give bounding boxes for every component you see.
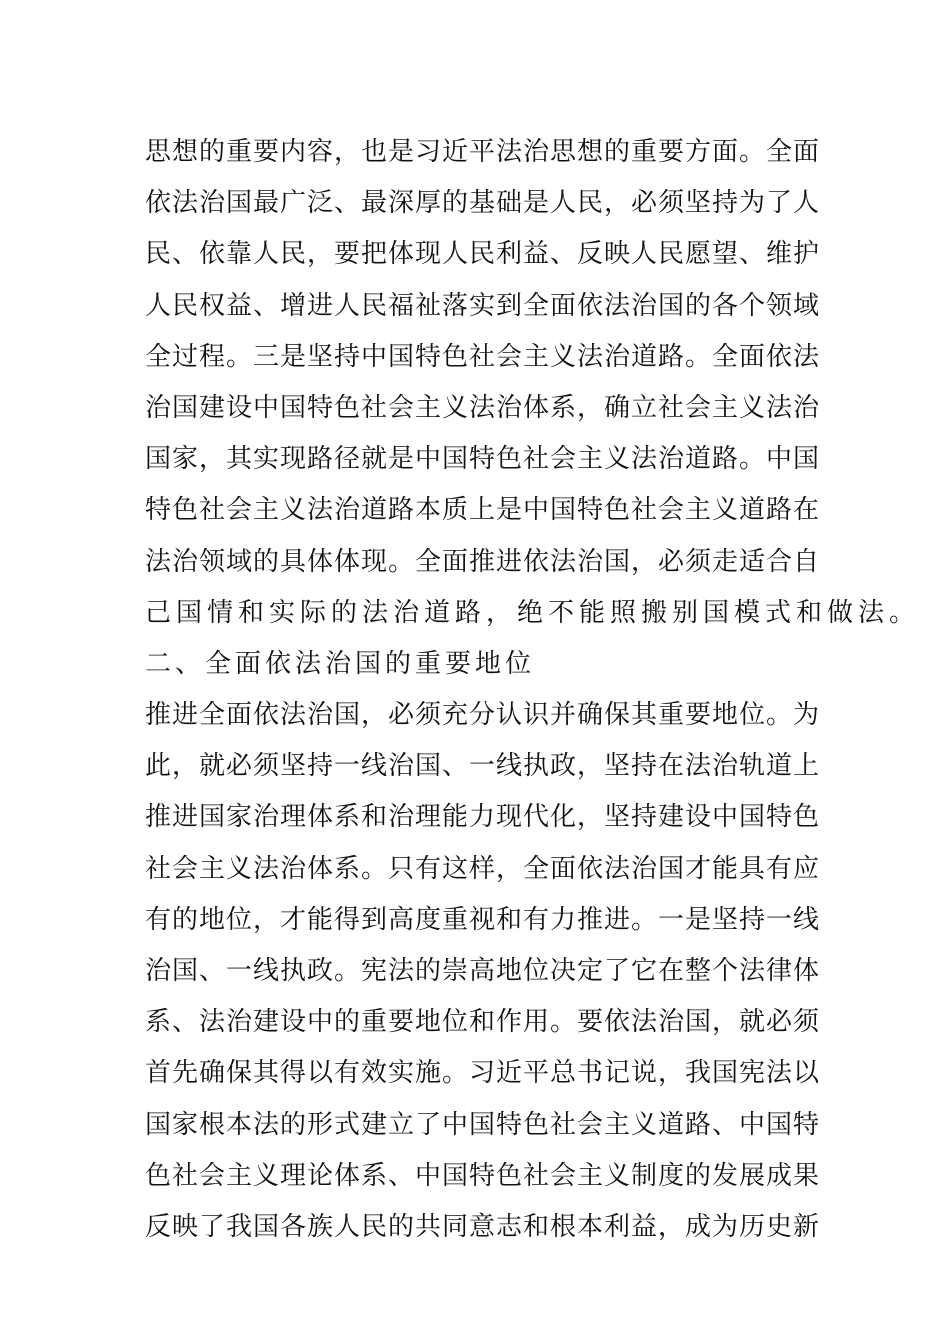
text-line: 国家，其实现路径就是中国特色社会主义法治道路。中国 — [145, 444, 821, 475]
text-line: 己国情和实际的法治道路，绝不能照搬别国模式和做法。 — [145, 597, 921, 628]
text-line: 治国建设中国特色社会主义法治体系，确立社会主义法治 — [145, 392, 821, 423]
text-line: 反映了我国各族人民的共同意志和根本利益，成为历史新 — [145, 1211, 821, 1242]
section-heading: 二、全面依法治国的重要地位 — [145, 648, 536, 679]
text-line: 依法治国最广泛、最深厚的基础是人民，必须坚持为了人 — [145, 188, 821, 219]
text-line: 此，就必须坚持一线治国、一线执政，坚持在法治轨道上 — [145, 751, 821, 782]
text-line: 治国、一线执政。宪法的崇高地位决定了它在整个法律体 — [145, 956, 821, 986]
text-line: 全过程。三是坚持中国特色社会主义法治道路。全面依法 — [145, 341, 821, 372]
text-line: 有的地位，才能得到高度重视和有力推进。一是坚持一线 — [145, 904, 821, 935]
text-line: 人民权益、增进人民福祉落实到全面依法治国的各个领域 — [145, 290, 821, 321]
text-line: 推进全面依法治国，必须充分认识并确保其重要地位。为 — [145, 700, 821, 731]
text-line: 特色社会主义法治道路本质上是中国特色社会主义道路在 — [145, 495, 821, 526]
text-line: 民、依靠人民，要把体现人民利益、反映人民愿望、维护 — [145, 239, 821, 270]
text-line: 法治领域的具体体现。全面推进依法治国，必须走适合自 — [145, 546, 821, 577]
document-body — [145, 127, 921, 1253]
text-line: 国家根本法的形式建立了中国特色社会主义道路、中国特 — [145, 1109, 821, 1140]
text-line: 社会主义法治体系。只有这样，全面依法治国才能具有应 — [145, 853, 821, 884]
text-line: 思想的重要内容，也是习近平法治思想的重要方面。全面 — [145, 137, 821, 167]
text-line: 色社会主义理论体系、中国特色社会主义制度的发展成果 — [145, 1160, 821, 1191]
text-line: 系、法治建设中的重要地位和作用。要依法治国，就必须 — [145, 1007, 821, 1038]
paragraph-2 — [145, 690, 821, 1253]
paragraph-1 — [145, 127, 921, 639]
text-line: 推进国家治理体系和治理能力现代化，坚持建设中国特色 — [145, 802, 821, 833]
text-line: 首先确保其得以有效实施。习近平总书记说，我国宪法以 — [145, 1058, 821, 1089]
